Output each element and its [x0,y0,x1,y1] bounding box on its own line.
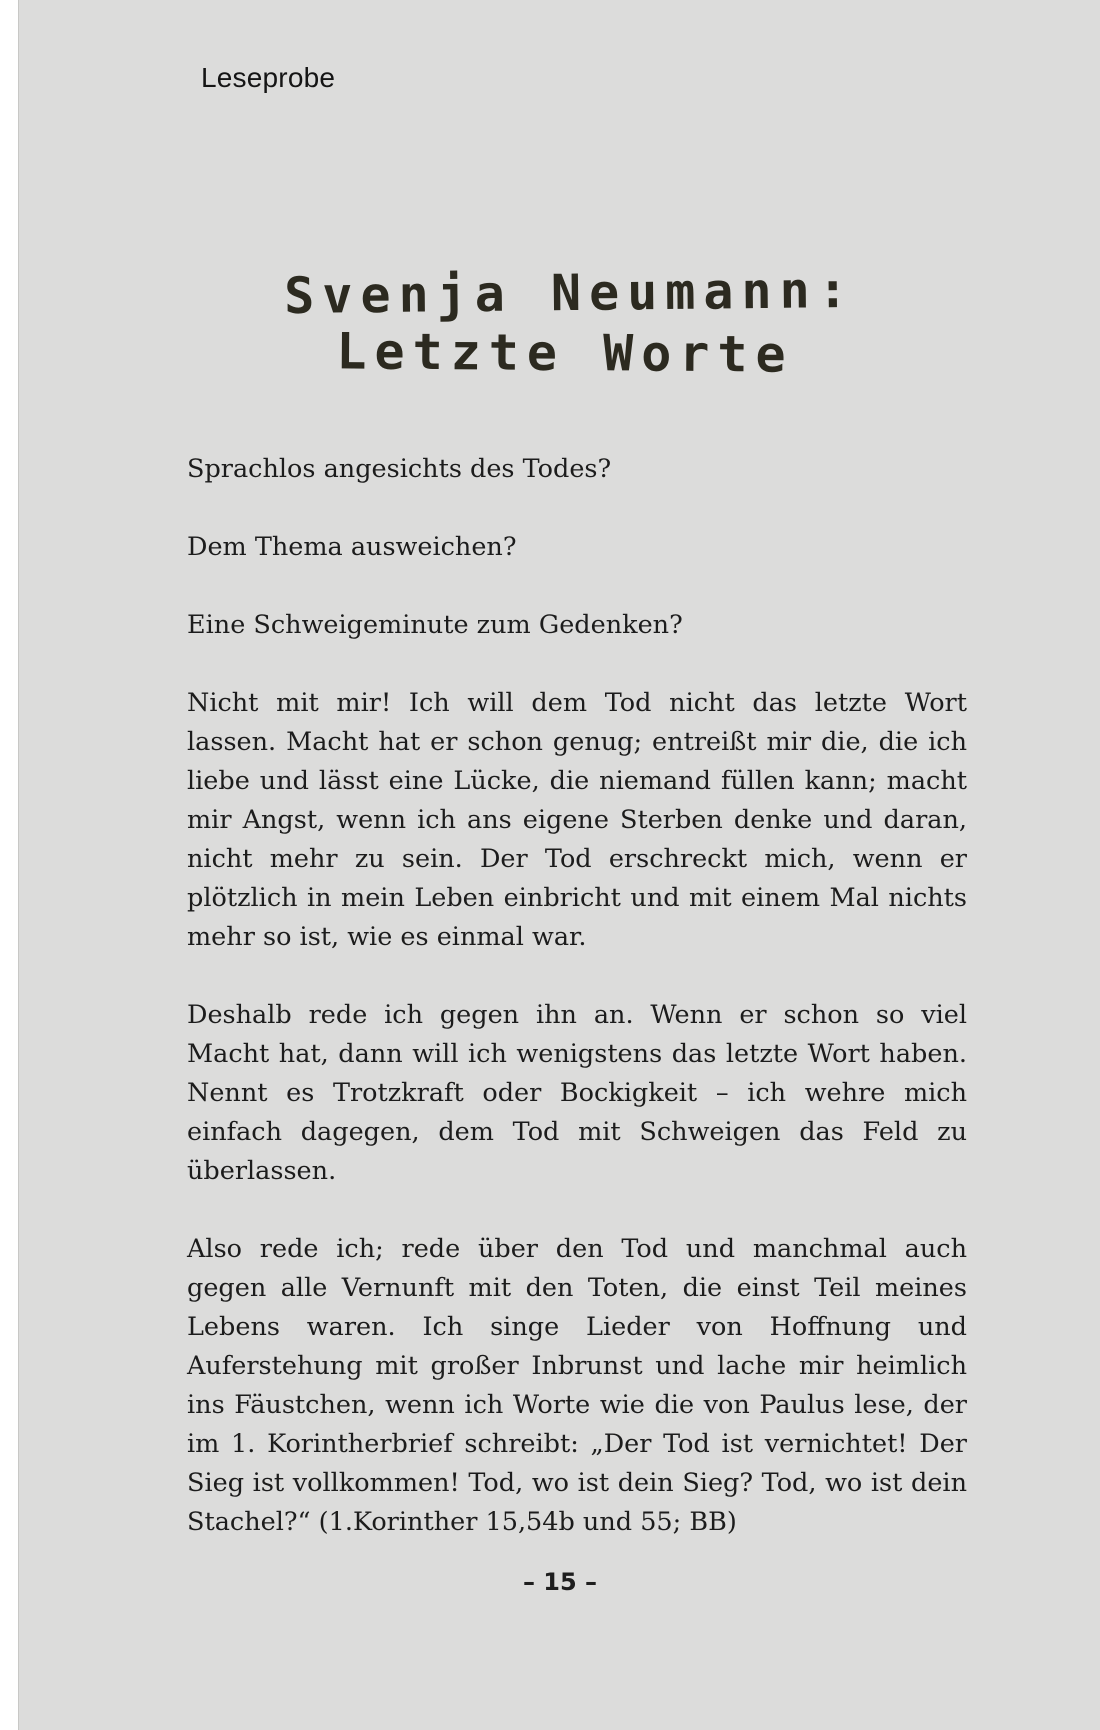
page-number: – 15 – [522,1568,598,1596]
paragraph-5: Deshalb rede ich gegen ihn an. Wenn er schon so viel Macht hat, dann will ich wenigstens das letzte Wort haben. Nennt es Trotzkraft oder Bockigkeit – ich wehre mich einfach dagegen, dem Tod mit Schweigen das Feld zu überlassen. [187,1000,967,1186]
paragraph-6: Also rede ich; rede über den Tod und manchmal auch gegen alle Vernunft mit den Toten, die einst Teil meines Lebens waren. Ich singe Lieder von Hoffnung und Auferstehung mit großer Inbrunst und lache mir heimlich ins Fäustchen, wenn ich Worte wie die von Paulus lese, der im 1. Korintherbrief schreibt: „Der Tod ist vernichtet! Der Sieg ist vollkommen! Tod, wo ist dein Sieg? Tod, wo ist dein Stachel?“ (1.Korinther 15,54b und 55; BB) [187,1234,967,1537]
title-author: Svenja Neumann: [283,261,857,325]
paragraph-2: Dem Thema ausweichen? [187,532,517,562]
title-heading: Letzte Worte [336,322,794,384]
paragraph-4: Nicht mit mir! Ich will dem Tod nicht das letzte Wort lassen. Macht hat er schon genug; entreißt mir die, die ich liebe und lässt eine Lücke, die niemand füllen kann; macht mir Angst, wenn ich ans eigene Sterben denke und daran, nicht mehr zu sein. Der Tod erschreckt mich, wenn er plötzlich in mein Leben einbricht und mit einem Mal nichts mehr so ist, wie es einmal war. [187,688,967,952]
paragraph-3: Eine Schweigeminute zum Gedenken? [187,610,683,640]
paragraph-1: Sprachlos angesichts des Todes? [187,454,612,484]
header-label: Leseprobe [201,62,336,93]
body-text [187,450,967,1581]
book-page [18,0,1100,1730]
